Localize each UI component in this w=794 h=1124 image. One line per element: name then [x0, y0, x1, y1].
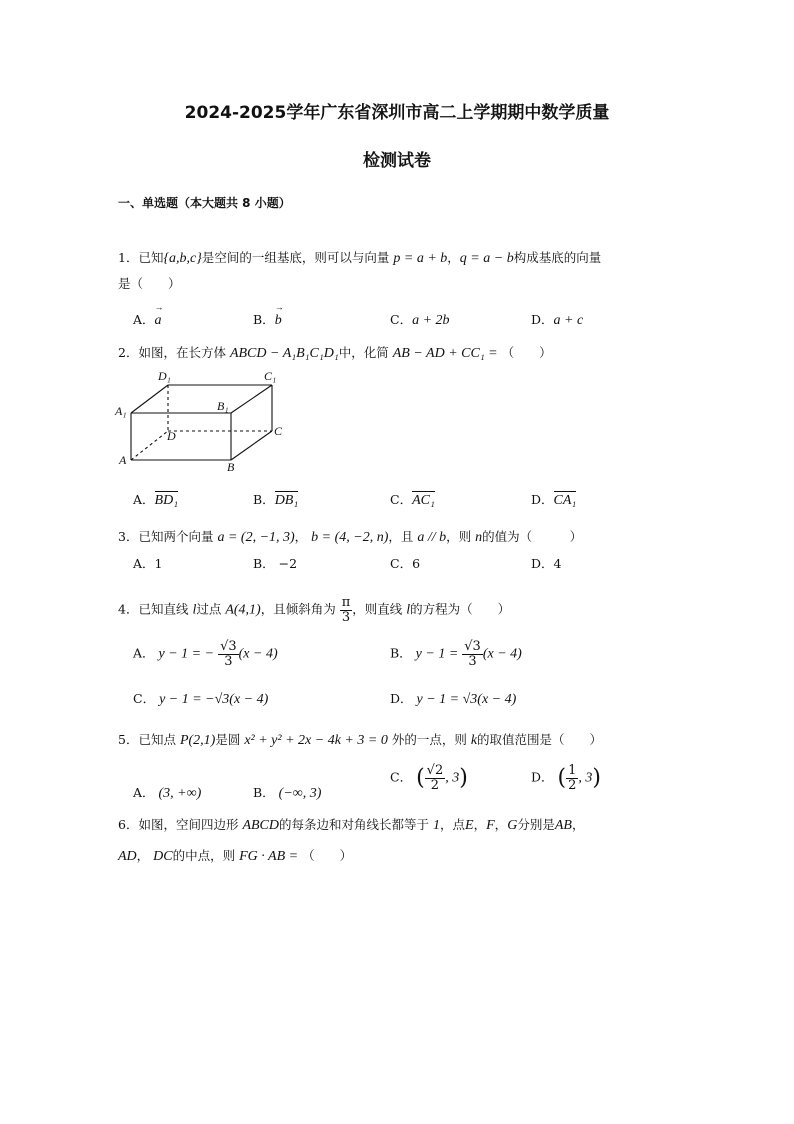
q4-line-l: l [192, 602, 197, 618]
q6-stem-line-2 [118, 846, 352, 865]
q4-text-2: 过点 [196, 601, 222, 617]
q2-option-a-value: BD₁ [154, 493, 179, 508]
q4-option-a-rhs: (x − 4) [238, 646, 278, 662]
q6-comma-1: ， [473, 817, 487, 832]
q2-option-c[interactable] [390, 490, 435, 509]
q6-paren: （ ） [302, 848, 353, 863]
q3-option-a[interactable]: A．1 [133, 556, 163, 571]
q1-stem [118, 248, 601, 267]
q5-text-4: 的取值范围是（ ） [477, 732, 603, 747]
q3-option-d[interactable]: D．4 [531, 556, 562, 571]
q3-n: n [475, 530, 483, 545]
q3-text-2: ，且 [388, 529, 414, 544]
q5-option-c-tail: , 3 [445, 770, 460, 786]
q5-option-c-num: √2 [426, 763, 444, 778]
q4-angle [340, 596, 353, 624]
q6-ab: AB [554, 818, 572, 833]
q1-sep: ， [447, 250, 460, 265]
q4-text-5: 的方程为（ ） [410, 601, 511, 617]
q1-option-d-label: D． [531, 312, 554, 327]
q5-stem [118, 730, 602, 749]
q6-f: F [486, 818, 495, 833]
q2-option-c-label: C． [390, 492, 413, 507]
label-b1: B₁ [217, 399, 229, 413]
q5-text-2: 是圆 [215, 732, 241, 747]
q2-text-2: 中，化简 [338, 345, 389, 360]
label-d1: D₁ [158, 369, 171, 383]
q6-text-5: 的中点，则 [172, 848, 236, 863]
q1-option-b-label: B． [253, 312, 275, 327]
q6-text-3: ，点 [440, 817, 466, 832]
q4-option-b-lhs: y − 1 = [415, 646, 459, 662]
q1-number: 1．已知 [118, 250, 164, 265]
q6-one: 1 [433, 818, 441, 833]
q1-option-c-value: a + 2b [412, 313, 450, 328]
q4-point: A(4,1) [225, 602, 261, 618]
q1-option-a[interactable] [133, 310, 162, 329]
label-c: C [274, 424, 283, 438]
q1-line-2: 是（ ） [118, 276, 181, 291]
q4-option-d[interactable] [390, 689, 516, 708]
q5-option-b-value: (−∞, 3) [278, 786, 322, 801]
q3-text-1: 3．已知两个向量 [118, 529, 214, 544]
q6-comma-2: ， [494, 817, 508, 832]
q4-option-c-value: y − 1 = −√3(x − 4) [159, 692, 269, 707]
q1-option-b-value: → b [275, 313, 282, 329]
q5-option-c[interactable] [390, 764, 468, 792]
q6-quad: ABCD [242, 818, 280, 833]
q2-option-d-label: D． [531, 492, 554, 507]
q4-text-1: 4．已知直线 [118, 601, 189, 617]
q4-text-3: ，且倾斜角为 [260, 601, 336, 617]
q1-vector-q: q = a − b [459, 251, 514, 266]
q4-option-a-den: 3 [224, 653, 233, 669]
q1-option-a-value: → a [155, 313, 162, 329]
q3-parallel: a // b [417, 530, 447, 545]
q1-vector-p: p = a + b [393, 251, 448, 266]
q4-option-d-label: D． [390, 691, 413, 706]
q4-option-b-den: 3 [468, 653, 477, 669]
q4-option-c-label: C． [133, 691, 156, 706]
q3-sep: ， [294, 529, 308, 544]
q5-k: k [470, 733, 478, 748]
q3-option-b-value: −2 [278, 556, 298, 571]
q4-stem [118, 596, 510, 624]
q5-option-c-rparen: ) [459, 765, 468, 791]
q6-comma-3: ， [571, 817, 585, 832]
q4-option-d-value: y − 1 = √3(x − 4) [416, 692, 517, 707]
title-line-1: 2024-2025学年广东省深圳市高二上学期期中数学质量 [184, 103, 610, 123]
q1-option-c-label: C． [390, 312, 413, 327]
q4-text-4: ，则直线 [352, 601, 403, 617]
q5-option-a[interactable] [133, 783, 201, 802]
q5-option-d-num: 1 [568, 763, 577, 778]
q1-option-d-value: a + c [553, 313, 584, 328]
q1-option-d[interactable] [531, 310, 583, 329]
q5-option-d-frac [566, 764, 578, 792]
q5-circle: x² + y² + 2x − 4k + 3 = 0 [244, 733, 388, 748]
q1-basis: {a,b,c} [163, 251, 202, 266]
q2-stem [118, 343, 552, 362]
q5-text-3: 外的一点，则 [391, 732, 467, 747]
q1-option-c[interactable] [390, 310, 450, 329]
q5-option-d-label: D． [531, 769, 554, 785]
q3-option-c[interactable]: C．6 [390, 556, 421, 571]
q5-option-b-label: B． [253, 785, 275, 800]
q5-option-b[interactable] [253, 783, 321, 802]
q2-option-b-label: B． [253, 492, 275, 507]
q3-stem [118, 527, 582, 546]
q4-option-b-frac [462, 640, 483, 668]
q6-g: G [507, 818, 518, 833]
q6-stem-line-1 [118, 815, 584, 834]
q5-option-d-lparen: ( [557, 765, 567, 791]
q4-option-c[interactable] [133, 689, 268, 708]
q4-option-a-lhs: y − 1 = − [158, 646, 215, 662]
q3-text-3: ，则 [446, 529, 472, 544]
q1-tail: 构成基底的向量 [513, 250, 602, 265]
q4-angle-num: π [341, 595, 351, 610]
label-a1: A₁ [115, 404, 127, 418]
q6-comma-4: ， [136, 848, 150, 863]
q6-text-1: 6．如图，空间四边形 [118, 817, 239, 832]
q2-option-d-value: CA₁ [553, 493, 577, 508]
q3-text-4: 的值为（ ） [482, 529, 583, 544]
q4-option-a-frac [218, 640, 239, 668]
title-line-2: 检测试卷 [363, 151, 431, 171]
q5-text-1: 5．已知点 [118, 732, 176, 747]
section-heading: 一、单选题（本大题共 8 小题） [118, 196, 291, 210]
label-c1: C₁ [264, 369, 277, 383]
q2-expression: AB − AD + CC₁ = [392, 346, 498, 361]
label-d: D [167, 429, 176, 443]
q5-option-a-label: A． [133, 785, 155, 800]
q3-vector-b: b = (4, −2, n) [311, 530, 389, 545]
q5-option-c-lparen: ( [416, 765, 425, 791]
q4-option-b[interactable] [390, 640, 522, 668]
q2-option-a-label: A． [133, 492, 155, 507]
cuboid-figure [110, 365, 300, 477]
q4-option-a-label: A． [133, 645, 155, 661]
q2-option-b-value: DB₁ [274, 493, 299, 508]
q5-option-a-value: (3, +∞) [158, 786, 202, 801]
q2-option-a[interactable] [133, 490, 178, 509]
q5-option-c-label: C． [390, 769, 413, 785]
q5-option-d[interactable] [531, 764, 601, 792]
q4-option-a[interactable] [133, 640, 278, 668]
q1-option-a-label: A． [133, 312, 155, 327]
q5-option-c-den: 2 [430, 777, 440, 793]
q6-text-4: 分别是 [517, 817, 555, 832]
q4-option-b-num: √3 [464, 639, 481, 654]
label-a: A [119, 453, 127, 467]
label-b: B [227, 460, 235, 474]
q3-option-b-label: B． [253, 556, 275, 571]
q6-text-2: 的每条边和对角线长都等于 [279, 817, 430, 832]
q5-option-c-frac [425, 764, 446, 792]
q1-mid: 是空间的一组基底，则可以与向量 [201, 250, 390, 265]
q5-option-d-den: 2 [568, 777, 577, 793]
q6-ad: AD [118, 849, 137, 864]
q2-option-d[interactable] [531, 490, 576, 509]
q4-option-b-label: B． [390, 645, 412, 661]
q2-paren: （ ） [501, 345, 552, 360]
q2-option-b[interactable] [253, 490, 298, 509]
q6-e: E [465, 818, 474, 833]
q4-option-a-num: √3 [220, 639, 237, 654]
q2-text-1: 2．如图，在长方体 [118, 345, 226, 360]
q3-option-b[interactable] [253, 554, 297, 572]
q3-vector-a: a = (2, −1, 3) [217, 530, 295, 545]
q6-expression: FG · AB = [239, 849, 299, 864]
q4-line-l-2: l [406, 602, 411, 618]
q5-option-d-rparen: ) [592, 765, 601, 791]
q4-angle-den: 3 [341, 609, 351, 625]
q2-option-c-value: AC₁ [412, 493, 435, 508]
q2-solid: ABCD − A₁B₁C₁D₁ [229, 346, 339, 361]
q6-dc: DC [153, 849, 173, 864]
q5-option-d-tail: , 3 [578, 770, 593, 786]
q5-point: P(2,1) [179, 733, 216, 748]
q1-option-b[interactable] [253, 310, 282, 329]
q4-option-b-rhs: (x − 4) [482, 646, 522, 662]
